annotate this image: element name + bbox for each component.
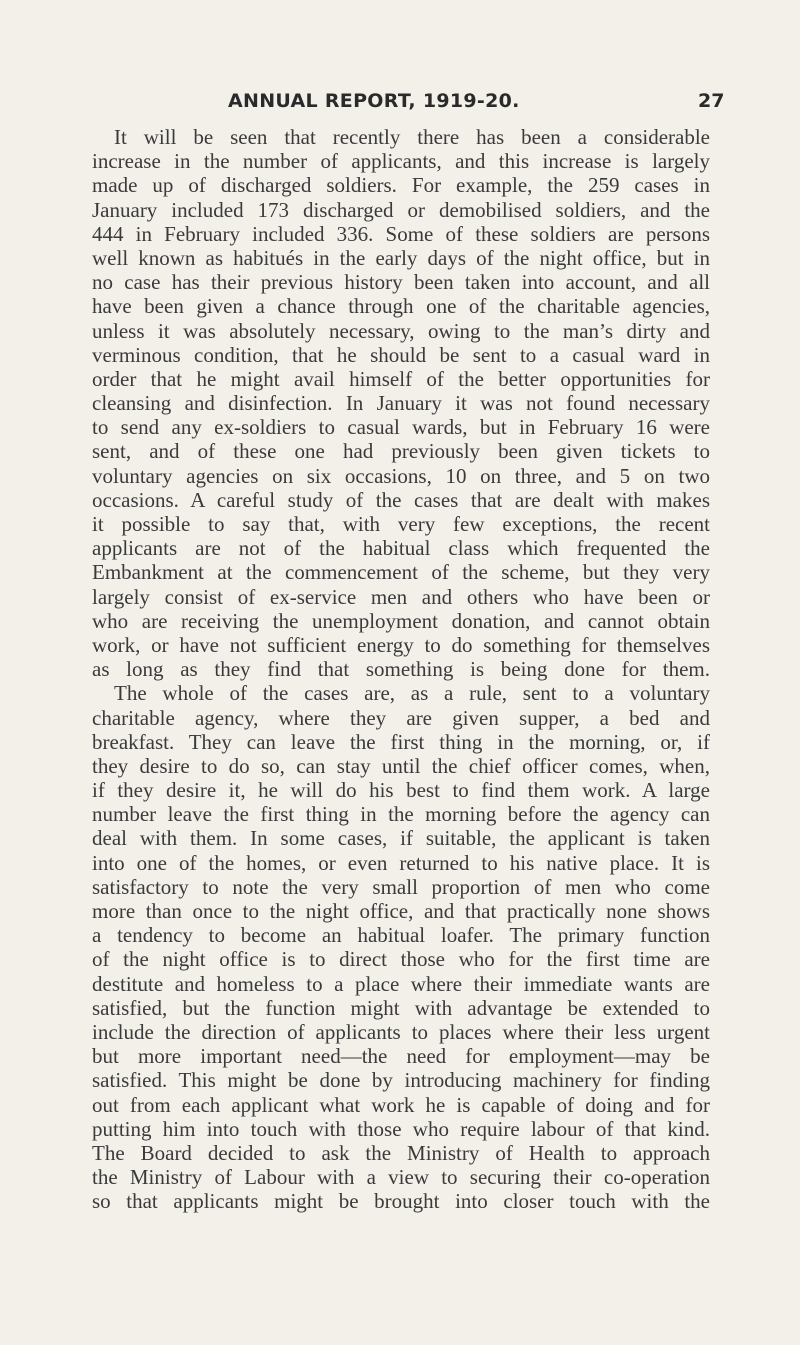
- text-line-6: well known as habitués in the early days of the night office, but in: [92, 245, 710, 270]
- text-line-24: The whole of the cases are, as a rule, sent to a voluntary: [114, 681, 710, 706]
- text-line-3: made up of discharged soldiers. For example, the 259 cases in: [92, 173, 710, 198]
- body-text: [92, 125, 710, 1213]
- text-line-15: voluntary agencies on six occasions, 10 on three, and 5 on two: [92, 463, 710, 488]
- text-line-12: cleansing and disinfection. In January it was not found necessary: [92, 391, 710, 416]
- text-line-21: who are receiving the unemployment donation, and cannot obtain: [92, 608, 710, 633]
- text-line-18: applicants are not of the habitual class which frequented the: [92, 536, 710, 561]
- text-line-35: of the night office is to direct those who for the first time are: [92, 947, 710, 972]
- text-line-34: a tendency to become an habitual loafer. The primary function: [92, 923, 710, 948]
- text-line-33: more than once to the night office, and that practically none shows: [92, 899, 710, 923]
- text-line-16: occasions. A careful study of the cases that are dealt with makes: [92, 487, 710, 512]
- text-line-36: destitute and homeless to a place where their immediate wants are: [92, 971, 710, 996]
- text-line-13: to send any ex-soldiers to casual wards, but in February 16 were: [92, 415, 710, 440]
- text-line-2: increase in the number of applicants, and this increase is largely: [92, 149, 710, 174]
- text-line-7: no case has their previous history been taken into account, and all: [92, 270, 710, 295]
- text-line-27: they desire to do so, can stay until the chief officer comes, when,: [92, 753, 710, 778]
- text-line-29: number leave the first thing in the morning before the agency can: [92, 802, 710, 827]
- text-line-25: charitable agency, where they are given supper, a bed and: [92, 705, 710, 730]
- text-line-43: The Board decided to ask the Ministry of Health to approach: [92, 1140, 710, 1165]
- text-line-26: breakfast. They can leave the first thing in the morning, or, if: [92, 729, 710, 754]
- page-number: 27: [698, 90, 725, 112]
- text-line-41: out from each applicant what work he is capable of doing and for: [92, 1092, 710, 1117]
- running-title: ANNUAL REPORT, 1919-20.: [228, 90, 520, 112]
- text-line-44: the Ministry of Labour with a view to securing their co-operation: [92, 1165, 710, 1190]
- text-line-28: if they desire it, he will do his best to find them work. A large: [92, 778, 710, 803]
- text-line-11: order that he might avail himself of the better opportunities for: [92, 366, 710, 391]
- text-line-19: Embankment at the commencement of the scheme, but they very: [92, 560, 710, 585]
- text-line-4: January included 173 discharged or demobilised soldiers, and the: [92, 197, 710, 222]
- text-line-37: satisfied, but the function might with advantage be extended to: [92, 995, 710, 1020]
- text-line-20: largely consist of ex-service men and others who have been or: [92, 584, 710, 609]
- text-line-30: deal with them. In some cases, if suitable, the applicant is taken: [92, 826, 710, 851]
- text-line-23: as long as they find that something is being done for them.: [92, 657, 710, 682]
- text-line-10: verminous condition, that he should be sent to a casual ward in: [92, 342, 710, 367]
- text-line-38: include the direction of applicants to places where their less urgent: [92, 1019, 710, 1044]
- text-line-9: unless it was absolutely necessary, owing to the man’s dirty and: [92, 318, 710, 343]
- running-head: [0, 90, 800, 120]
- text-line-1: It will be seen that recently there has been a considerable: [114, 125, 710, 149]
- text-line-17: it possible to say that, with very few exceptions, the recent: [92, 512, 710, 536]
- text-line-22: work, or have not sufficient energy to do something for themselves: [92, 632, 710, 657]
- text-line-31: into one of the homes, or even returned to his native place. It is: [92, 850, 710, 875]
- text-line-14: sent, and of these one had previously been given tickets to: [92, 439, 710, 464]
- text-line-45: so that applicants might be brought into closer touch with the: [92, 1189, 710, 1214]
- text-line-40: satisfied. This might be done by introducing machinery for finding: [92, 1068, 710, 1093]
- text-line-8: have been given a chance through one of the charitable agencies,: [92, 294, 710, 319]
- text-line-39: but more important need—the need for employment—may be: [92, 1044, 710, 1069]
- text-line-5: 444 in February included 336. Some of these soldiers are persons: [92, 221, 710, 246]
- text-line-32: satisfactory to note the very small proportion of men who come: [92, 874, 710, 899]
- text-line-42: putting him into touch with those who require labour of that kind.: [92, 1116, 710, 1141]
